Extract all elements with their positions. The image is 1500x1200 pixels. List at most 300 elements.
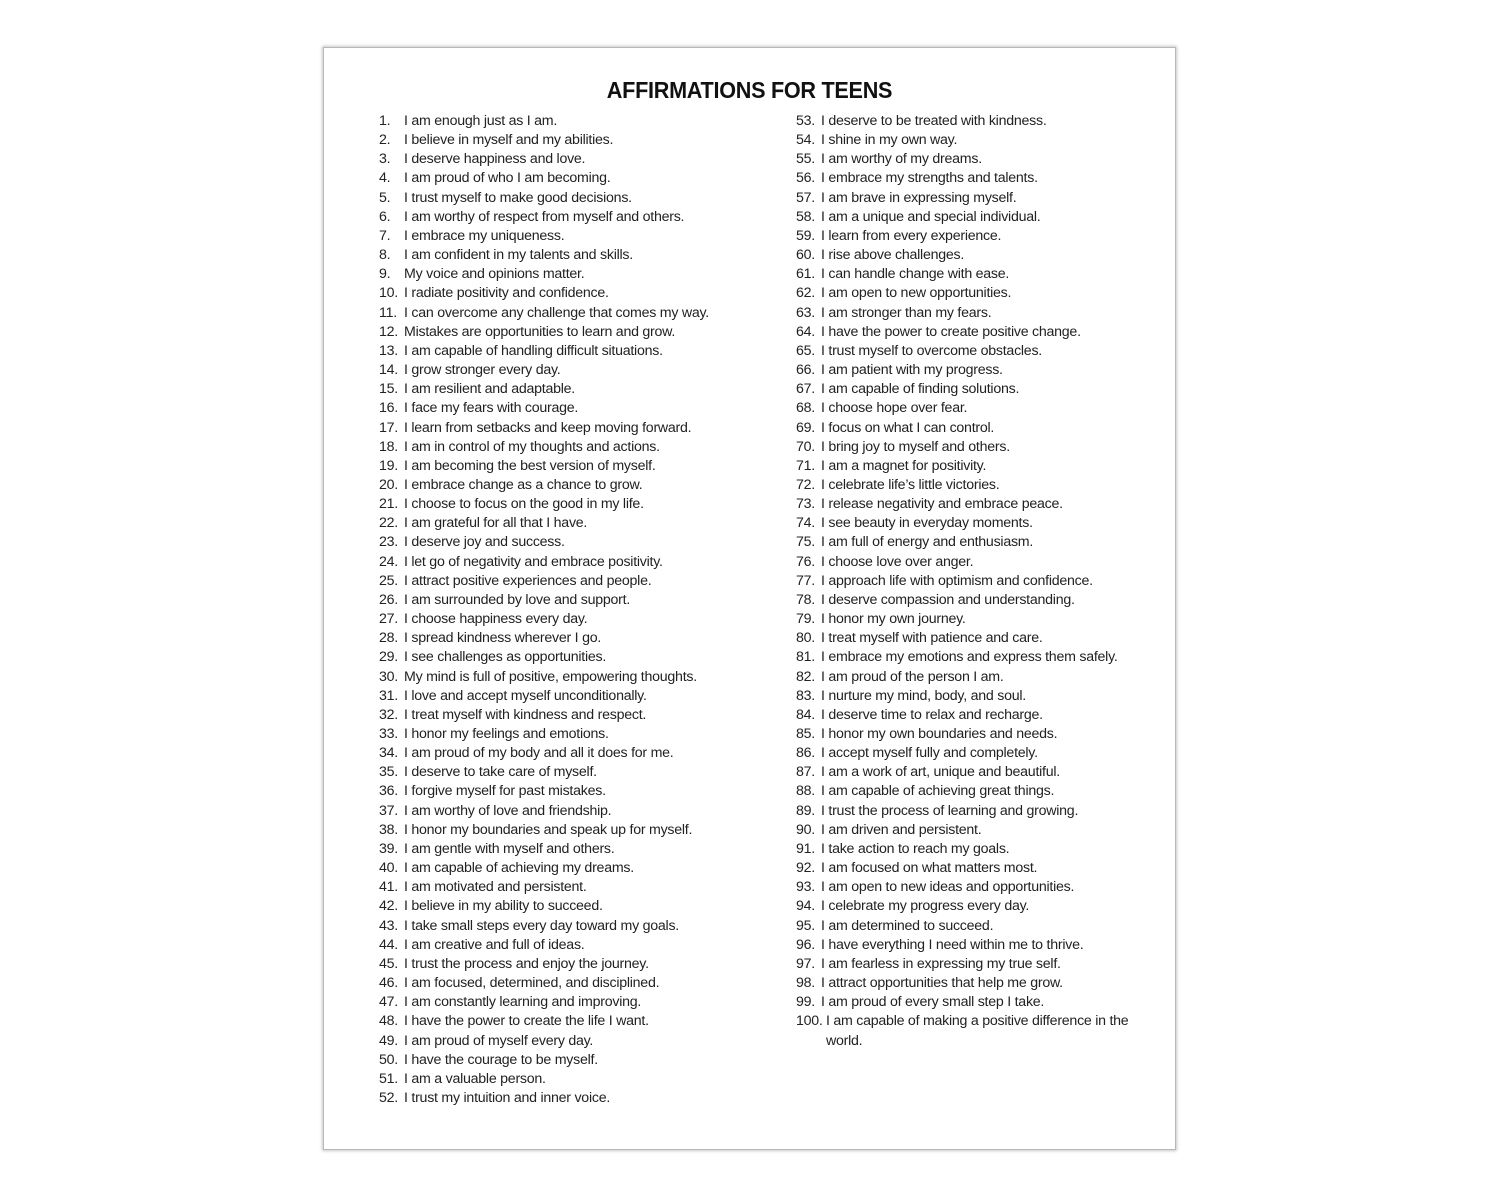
- item-number: 33.: [379, 726, 398, 742]
- item-number: 37.: [379, 802, 398, 819]
- item-number: 73.: [796, 496, 815, 513]
- list-item: [379, 476, 779, 495]
- item-number: 97.: [796, 955, 815, 972]
- list-item: [379, 284, 779, 303]
- item-number: 79.: [796, 611, 815, 628]
- item-text: I have the courage to be myself.: [404, 1051, 598, 1068]
- item-text: I am focused, determined, and disciplined.: [404, 975, 660, 992]
- list-item: [796, 169, 1156, 188]
- list-item: [379, 668, 779, 687]
- list-item: [796, 936, 1156, 955]
- item-number: 44.: [379, 936, 398, 953]
- item-text: I spread kindness wherever I go.: [404, 630, 602, 647]
- list-item: [379, 610, 779, 629]
- item-number: 71.: [796, 457, 815, 474]
- list-item: [379, 227, 779, 246]
- item-text: I am worthy of love and friendship.: [404, 802, 612, 819]
- item-text: I grow stronger every day.: [404, 362, 561, 379]
- item-text: I honor my boundaries and speak up for myself.: [404, 821, 693, 838]
- list-item: [379, 399, 779, 418]
- list-item: [379, 533, 779, 552]
- list-item: [379, 897, 779, 916]
- item-text: I am proud of every small step I take.: [821, 994, 1045, 1011]
- list-item: [796, 668, 1156, 687]
- item-text: I embrace change as a chance to grow.: [404, 476, 643, 493]
- item-text: I can overcome any challenge that comes my way.: [404, 304, 709, 321]
- list-item: [379, 323, 779, 342]
- item-number: 74.: [796, 515, 815, 532]
- list-item: [796, 993, 1156, 1012]
- list-item: [379, 744, 779, 763]
- item-number: 11.: [379, 304, 397, 321]
- item-number: 100.: [796, 1013, 823, 1030]
- item-number: 76.: [796, 553, 815, 570]
- item-text: I am capable of making a positive difference in the world.: [826, 1013, 1129, 1049]
- item-text: I am creative and full of ideas.: [404, 936, 585, 953]
- item-text: I deserve happiness and love.: [404, 151, 586, 168]
- item-text: I have the power to create the life I want.: [404, 1013, 649, 1030]
- list-item: [796, 342, 1156, 361]
- list-item: [796, 878, 1156, 897]
- item-text: I deserve joy and success.: [404, 534, 565, 551]
- item-number: 78.: [796, 591, 815, 608]
- item-text: I forgive myself for past mistakes.: [404, 783, 606, 800]
- item-number: 20.: [379, 476, 398, 493]
- list-item: [796, 629, 1156, 648]
- list-item: [379, 438, 779, 457]
- item-text: I shine in my own way.: [821, 132, 958, 149]
- item-text: I attract positive experiences and people.: [404, 572, 652, 589]
- item-number: 1.: [379, 113, 391, 129]
- item-text: I am open to new ideas and opportunities.: [821, 879, 1075, 896]
- item-text: I am driven and persistent.: [821, 821, 982, 838]
- list-item: [796, 955, 1156, 974]
- list-item: [796, 897, 1156, 916]
- item-text: I choose happiness every day.: [404, 611, 588, 628]
- item-text: I treat myself with patience and care.: [821, 630, 1043, 647]
- item-number: 17.: [379, 419, 398, 436]
- item-number: 41.: [379, 879, 398, 896]
- item-text: I take small steps every day toward my goals.: [404, 917, 679, 934]
- list-item: [796, 687, 1156, 706]
- item-text: I am resilient and adaptable.: [404, 381, 575, 398]
- item-text: I radiate positivity and confidence.: [404, 285, 609, 302]
- list-item: [379, 802, 779, 821]
- item-text: I trust myself to overcome obstacles.: [821, 342, 1042, 359]
- item-number: 29.: [379, 649, 398, 666]
- list-item: [796, 361, 1156, 380]
- item-number: 61.: [796, 266, 815, 283]
- item-text: I am patient with my progress.: [821, 362, 1003, 379]
- item-text: I face my fears with courage.: [404, 400, 579, 417]
- item-number: 34.: [379, 745, 398, 762]
- list-item: [379, 993, 779, 1012]
- item-number: 85.: [796, 726, 815, 742]
- list-item: [379, 648, 779, 667]
- item-number: 98.: [796, 975, 815, 992]
- list-item: [796, 189, 1156, 208]
- item-text: I have the power to create positive change.: [821, 323, 1081, 340]
- item-number: 10.: [379, 285, 398, 302]
- item-number: 46.: [379, 975, 398, 992]
- list-item: [379, 208, 779, 227]
- list-item: [796, 744, 1156, 763]
- item-text: I am worthy of my dreams.: [821, 151, 982, 168]
- item-number: 65.: [796, 342, 815, 359]
- item-text: I release negativity and embrace peace.: [821, 496, 1063, 513]
- item-number: 53.: [796, 113, 815, 129]
- item-text: I trust the process and enjoy the journey.: [404, 955, 649, 972]
- list-item: [796, 380, 1156, 399]
- list-item: [379, 1051, 779, 1070]
- item-number: 95.: [796, 917, 815, 934]
- list-item: [379, 514, 779, 533]
- item-text: I am determined to succeed.: [821, 917, 994, 934]
- list-item: [796, 859, 1156, 878]
- document-page: [323, 47, 1176, 1150]
- item-number: 22.: [379, 515, 398, 532]
- item-text: I nurture my mind, body, and soul.: [821, 687, 1026, 704]
- item-number: 54.: [796, 132, 815, 149]
- list-item: [379, 457, 779, 476]
- list-item: [379, 687, 779, 706]
- item-number: 51.: [379, 1070, 398, 1087]
- item-number: 4.: [379, 170, 391, 187]
- list-item: [796, 572, 1156, 591]
- list-item: [796, 131, 1156, 150]
- item-number: 9.: [379, 266, 391, 283]
- item-text: I am a valuable person.: [404, 1070, 546, 1087]
- item-text: I celebrate life’s little victories.: [821, 476, 1000, 493]
- item-text: I deserve compassion and understanding.: [821, 591, 1075, 608]
- item-text: I am proud of who I am becoming.: [404, 170, 611, 187]
- affirmations-list-right: [796, 112, 1156, 1051]
- list-item: [379, 955, 779, 974]
- list-item: [379, 342, 779, 361]
- item-number: 92.: [796, 860, 815, 877]
- item-text: I am open to new opportunities.: [821, 285, 1012, 302]
- item-text: I am brave in expressing myself.: [821, 189, 1017, 206]
- item-number: 89.: [796, 802, 815, 819]
- list-item: [796, 917, 1156, 936]
- item-number: 42.: [379, 898, 398, 915]
- item-number: 56.: [796, 170, 815, 187]
- item-number: 25.: [379, 572, 398, 589]
- item-number: 50.: [379, 1051, 398, 1068]
- list-item: [379, 304, 779, 323]
- item-number: 16.: [379, 400, 398, 417]
- item-text: I trust my intuition and inner voice.: [404, 1089, 611, 1106]
- item-text: I am proud of my body and all it does for me.: [404, 745, 674, 762]
- list-item: [379, 361, 779, 380]
- list-item: [379, 189, 779, 208]
- list-item: [796, 399, 1156, 418]
- item-number: 49.: [379, 1032, 398, 1049]
- list-item: [796, 706, 1156, 725]
- list-item: [796, 419, 1156, 438]
- item-text: My voice and opinions matter.: [404, 266, 585, 283]
- list-item: [379, 1089, 779, 1108]
- item-text: I am a magnet for positivity.: [821, 457, 987, 474]
- item-text: I focus on what I can control.: [821, 419, 995, 436]
- list-item: [796, 610, 1156, 629]
- list-item: [379, 974, 779, 993]
- item-text: I am capable of achieving my dreams.: [404, 860, 634, 877]
- item-text: I take action to reach my goals.: [821, 840, 1010, 857]
- item-text: I honor my own boundaries and needs.: [821, 726, 1058, 742]
- item-text: I accept myself fully and completely.: [821, 745, 1038, 762]
- item-number: 80.: [796, 630, 815, 647]
- list-item: [379, 380, 779, 399]
- page-title: AFFIRMATIONS FOR TEENS: [606, 77, 893, 103]
- list-item: [379, 246, 779, 265]
- item-text: I am enough just as I am.: [404, 113, 558, 129]
- item-number: 19.: [379, 457, 398, 474]
- item-text: I am capable of handling difficult situations.: [404, 342, 663, 359]
- item-text: I let go of negativity and embrace positivity.: [404, 553, 663, 570]
- item-text: I trust the process of learning and growing.: [821, 802, 1079, 819]
- item-text: I rise above challenges.: [821, 247, 965, 264]
- item-number: 36.: [379, 783, 398, 800]
- item-text: I am proud of the person I am.: [821, 668, 1004, 685]
- item-number: 60.: [796, 247, 815, 264]
- item-text: I am a work of art, unique and beautiful.: [821, 764, 1060, 781]
- list-item: [796, 763, 1156, 782]
- item-text: I treat myself with kindness and respect.: [404, 706, 647, 723]
- item-number: 2.: [379, 132, 391, 149]
- item-text: I have everything I need within me to thrive.: [821, 936, 1084, 953]
- list-item: [379, 265, 779, 284]
- item-number: 83.: [796, 687, 815, 704]
- item-text: I choose hope over fear.: [821, 400, 968, 417]
- item-number: 21.: [379, 496, 398, 513]
- item-number: 59.: [796, 227, 815, 244]
- list-item: [796, 284, 1156, 303]
- list-item: [379, 1032, 779, 1051]
- item-text: I choose to focus on the good in my life.: [404, 496, 644, 513]
- item-number: 64.: [796, 323, 815, 340]
- item-number: 69.: [796, 419, 815, 436]
- item-text: I am stronger than my fears.: [821, 304, 992, 321]
- item-text: I learn from every experience.: [821, 227, 1002, 244]
- list-item: [379, 917, 779, 936]
- list-item: [379, 553, 779, 572]
- item-number: 27.: [379, 611, 398, 628]
- item-text: I deserve time to relax and recharge.: [821, 706, 1043, 723]
- list-item: [379, 150, 779, 169]
- item-number: 26.: [379, 591, 398, 608]
- list-item: [796, 821, 1156, 840]
- item-number: 5.: [379, 189, 391, 206]
- item-number: 24.: [379, 553, 398, 570]
- item-text: I am a unique and special individual.: [821, 208, 1041, 225]
- list-item: [796, 208, 1156, 227]
- item-number: 67.: [796, 381, 815, 398]
- item-number: 7.: [379, 227, 391, 244]
- item-text: I am grateful for all that I have.: [404, 515, 588, 532]
- list-item: [379, 572, 779, 591]
- list-item: [796, 514, 1156, 533]
- item-number: 63.: [796, 304, 815, 321]
- item-text: I embrace my strengths and talents.: [821, 170, 1038, 187]
- item-number: 48.: [379, 1013, 398, 1030]
- item-text: I choose love over anger.: [821, 553, 974, 570]
- item-number: 99.: [796, 994, 815, 1011]
- item-number: 28.: [379, 630, 398, 647]
- item-number: 57.: [796, 189, 815, 206]
- item-number: 39.: [379, 840, 398, 857]
- item-text: I honor my own journey.: [821, 611, 966, 628]
- item-text: I am confident in my talents and skills.: [404, 247, 633, 264]
- list-item: [796, 974, 1156, 993]
- item-text: I am proud of myself every day.: [404, 1032, 594, 1049]
- list-item: [379, 936, 779, 955]
- list-item: [796, 553, 1156, 572]
- item-number: 52.: [379, 1089, 398, 1106]
- item-number: 75.: [796, 534, 815, 551]
- item-text: I believe in my ability to succeed.: [404, 898, 603, 915]
- list-item: [379, 859, 779, 878]
- item-text: I learn from setbacks and keep moving forward.: [404, 419, 692, 436]
- list-item: [796, 323, 1156, 342]
- item-number: 45.: [379, 955, 398, 972]
- list-item: [796, 648, 1156, 667]
- item-text: I am capable of achieving great things.: [821, 783, 1055, 800]
- item-text: I am constantly learning and improving.: [404, 994, 642, 1011]
- item-text: I love and accept myself unconditionally.: [404, 687, 647, 704]
- list-item: [379, 419, 779, 438]
- item-number: 3.: [379, 151, 391, 168]
- item-text: I celebrate my progress every day.: [821, 898, 1030, 915]
- list-item: [379, 1012, 779, 1031]
- item-number: 15.: [379, 381, 398, 398]
- item-number: 68.: [796, 400, 815, 417]
- list-item: [379, 821, 779, 840]
- affirmations-list-left: [379, 112, 779, 1108]
- list-item: [379, 495, 779, 514]
- item-number: 72.: [796, 476, 815, 493]
- item-number: 87.: [796, 764, 815, 781]
- item-number: 93.: [796, 879, 815, 896]
- item-text: My mind is full of positive, empowering thoughts.: [404, 668, 697, 685]
- item-text: I trust myself to make good decisions.: [404, 189, 632, 206]
- list-item: [796, 725, 1156, 744]
- item-text: I honor my feelings and emotions.: [404, 726, 609, 742]
- item-number: 90.: [796, 821, 815, 838]
- list-item: [379, 878, 779, 897]
- item-text: I deserve to take care of myself.: [404, 764, 597, 781]
- item-text: I see beauty in everyday moments.: [821, 515, 1033, 532]
- list-item: [379, 629, 779, 648]
- item-text: I see challenges as opportunities.: [404, 649, 607, 666]
- item-number: 66.: [796, 362, 815, 379]
- item-number: 6.: [379, 208, 391, 225]
- list-item: [379, 1070, 779, 1089]
- item-number: 43.: [379, 917, 398, 934]
- item-text: I am full of energy and enthusiasm.: [821, 534, 1034, 551]
- item-number: 84.: [796, 706, 815, 723]
- item-number: 81.: [796, 649, 815, 666]
- item-text: I can handle change with ease.: [821, 266, 1010, 283]
- item-text: I am becoming the best version of myself.: [404, 457, 656, 474]
- item-text: I am motivated and persistent.: [404, 879, 587, 896]
- item-number: 13.: [379, 342, 398, 359]
- item-number: 8.: [379, 247, 391, 264]
- item-number: 14.: [379, 362, 398, 379]
- item-number: 82.: [796, 668, 815, 685]
- list-item: [796, 150, 1156, 169]
- item-text: I embrace my uniqueness.: [404, 227, 565, 244]
- list-item: [379, 169, 779, 188]
- list-item: [796, 457, 1156, 476]
- item-number: 35.: [379, 764, 398, 781]
- item-number: 86.: [796, 745, 815, 762]
- item-number: 55.: [796, 151, 815, 168]
- list-item: [796, 1012, 1156, 1050]
- item-number: 70.: [796, 438, 815, 455]
- item-number: 32.: [379, 706, 398, 723]
- list-item: [796, 438, 1156, 457]
- item-number: 30.: [379, 668, 398, 685]
- item-text: I am focused on what matters most.: [821, 860, 1038, 877]
- list-item: [796, 246, 1156, 265]
- item-number: 12.: [379, 323, 398, 340]
- item-text: I am fearless in expressing my true self.: [821, 955, 1061, 972]
- item-number: 94.: [796, 898, 815, 915]
- list-item: [796, 227, 1156, 246]
- list-item: [379, 725, 779, 744]
- item-text: I am in control of my thoughts and actions.: [404, 438, 660, 455]
- list-item: [379, 112, 779, 131]
- item-text: I am capable of finding solutions.: [821, 381, 1020, 398]
- item-number: 40.: [379, 860, 398, 877]
- item-number: 91.: [796, 840, 815, 857]
- item-text: I approach life with optimism and confidence.: [821, 572, 1093, 589]
- list-item: [796, 840, 1156, 859]
- item-text: I deserve to be treated with kindness.: [821, 113, 1047, 129]
- item-text: I embrace my emotions and express them safely.: [821, 649, 1118, 666]
- item-number: 23.: [379, 534, 398, 551]
- item-text: I am surrounded by love and support.: [404, 591, 631, 608]
- item-number: 31.: [379, 687, 398, 704]
- item-number: 77.: [796, 572, 815, 589]
- list-item: [796, 495, 1156, 514]
- list-item: [796, 533, 1156, 552]
- item-text: I am worthy of respect from myself and others.: [404, 208, 685, 225]
- item-number: 58.: [796, 208, 815, 225]
- item-number: 18.: [379, 438, 398, 455]
- item-text: I believe in myself and my abilities.: [404, 132, 614, 149]
- item-number: 38.: [379, 821, 398, 838]
- list-item: [379, 763, 779, 782]
- item-text: I am gentle with myself and others.: [404, 840, 615, 857]
- list-item: [796, 782, 1156, 801]
- list-item: [379, 591, 779, 610]
- item-number: 96.: [796, 936, 815, 953]
- list-item: [379, 131, 779, 150]
- item-number: 47.: [379, 994, 398, 1011]
- list-item: [379, 840, 779, 859]
- list-item: [796, 304, 1156, 323]
- item-number: 88.: [796, 783, 815, 800]
- list-item: [796, 591, 1156, 610]
- item-number: 62.: [796, 285, 815, 302]
- list-item: [796, 476, 1156, 495]
- list-item: [796, 265, 1156, 284]
- list-item: [379, 782, 779, 801]
- item-text: I attract opportunities that help me grow.: [821, 975, 1063, 992]
- item-text: Mistakes are opportunities to learn and grow.: [404, 323, 676, 340]
